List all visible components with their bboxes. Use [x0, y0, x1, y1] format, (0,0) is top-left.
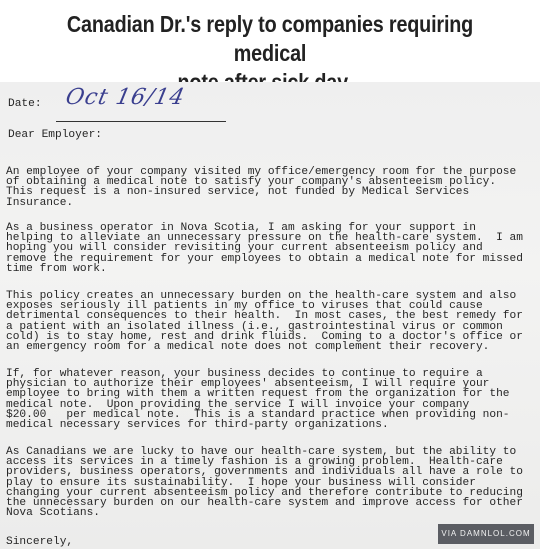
- date-label: Date:: [8, 98, 42, 110]
- watermark-badge: VIA DAMNLOL.COM: [438, 524, 534, 544]
- date-row: [8, 85, 308, 121]
- paragraph-5: As Canadians we are lucky to have our health-care system, but the ability to access its services in a timely fashion is a growing problem. Health-care providers, business operators, governments and individuals all have a role to play to ensure its sustainability. I hope your business will consider changing your current absenteeism policy and therefore contribute to reducing the unnecessary burden on our health-care system and improve access for other Nova Scotians.: [6, 446, 523, 520]
- paragraph-3: This policy creates an unnecessary burden on the health-care system and also exposes seriously ill patients in my office to viruses that could cause detrimental consequences to their health. In most cases, the best remedy for a patient with an isolated illness (i.e., gastrointestinal virus or common cold) is to stay home, rest and drink fluids. Coming to a doctor's office or an emergency room for a medical note does not complement their recovery.: [6, 290, 523, 354]
- paragraph-4: If, for whatever reason, your business decides to continue to require a physician to authorize their employees' absenteeism, I will require your employee to bring with them a written request from the organization for the medical note. Upon providing the service I will invoice your company $20.00 per medical note. This is a standard practice when providing non- medical necessary services for third-party organizations.: [6, 368, 510, 432]
- paragraph-1: An employee of your company visited my office/emergency room for the purpose of obtaining a medical note to satisfy your company's absenteeism policy. This request is a non-insured service, not funded by Medical Services Insurance.: [6, 166, 517, 209]
- date-underline: [56, 121, 226, 122]
- post-title: Canadian Dr.'s reply to companies requiring medical: [66, 11, 474, 66]
- closing: Sincerely,: [6, 536, 74, 548]
- letter-scan: [0, 82, 540, 549]
- handwritten-date: Oct 16/14: [63, 85, 188, 110]
- paragraph-2: As a business operator in Nova Scotia, I am asking for your support in helping to alleviate an unnecessary pressure on the health-care system. I am hoping you will consider revisiting your current absenteeism policy and remove the requirement for your employees to obtain a medical note for missed time from work.: [6, 222, 523, 275]
- post-header: [0, 0, 540, 82]
- salutation: Dear Employer:: [8, 129, 102, 141]
